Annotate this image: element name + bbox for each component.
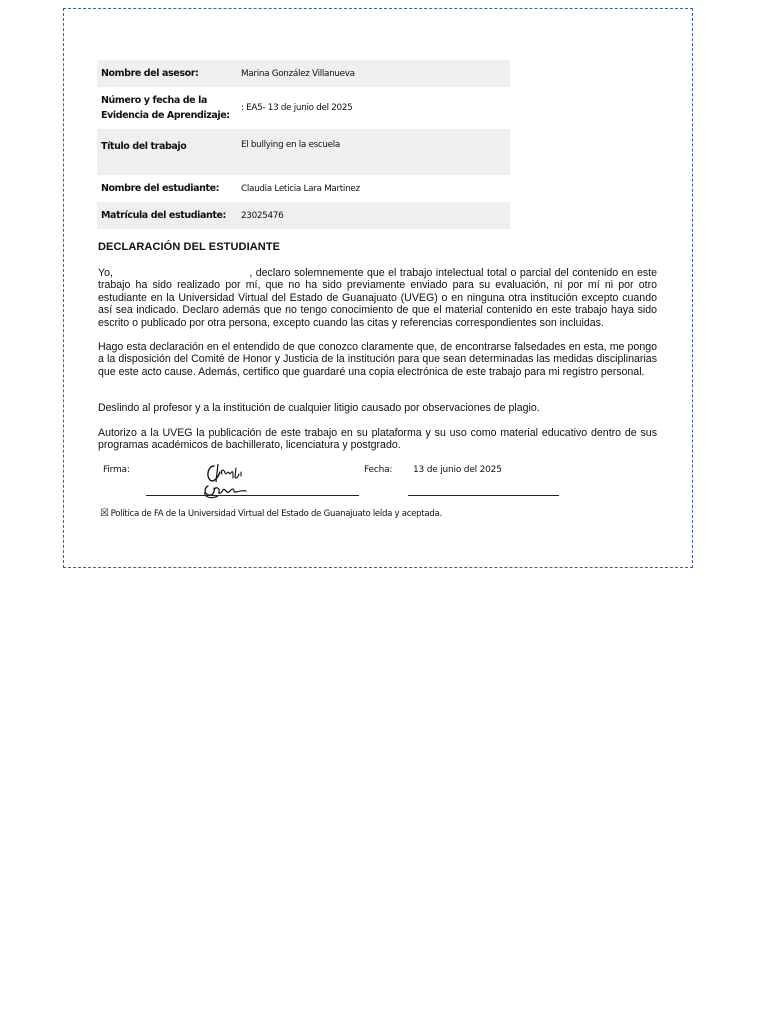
titulo-value: El bullying en la escuela bbox=[241, 140, 341, 150]
matricula-label: Matrícula del estudiante: bbox=[101, 210, 226, 221]
declaration-paragraph-1: Yo, , declaro solemnemente que el trabajo intelectual total o parcial del contenido en este trabajo ha sido realizado por mí, que no ha sido previamente enviado para su evaluación, ni por mí ni por otro estudiante en la Universidad Virtual del Estado de Guanajuato (UVEG) o en ninguna otra institución excepto cuando así sea indicado. Declaro además que no tengo conocimiento de que el material contenido en este trabajo haya sido escrito o publicado por otra persona, excepto cuando las citas y referencias correspondientes son incluidas. bbox=[98, 267, 657, 329]
declaration-title: DECLARACIÓN DEL ESTUDIANTE bbox=[98, 241, 281, 253]
titulo-row bbox=[97, 129, 510, 175]
evidencia-row bbox=[97, 87, 510, 129]
policy-acceptance bbox=[100, 509, 442, 519]
matricula-value: 23025476 bbox=[241, 210, 284, 221]
firma-label: Firma: bbox=[103, 465, 130, 475]
estudiante-value: Claudia Leticia Lara Martinez bbox=[241, 183, 360, 194]
asesor-row bbox=[97, 60, 510, 87]
fecha-label: Fecha: bbox=[364, 465, 393, 475]
evidencia-value: : EA5- 13 de junio del 2025 bbox=[241, 103, 353, 113]
declaration-paragraph-2: Hago esta declaración en el entendido de que conozco claramente que, de encontrarse falsedades en esta, me pongo a la disposición del Comité de Honor y Justicia de la institución para que sean determinadas las medidas disciplinarias que este acto cause. Además, certifico que guardaré una copia electrónica de este trabajo para mi registro personal. bbox=[98, 341, 657, 378]
declaration-paragraph-3: Deslindo al profesor y a la institución de cualquier litigio causado por observaciones de plagio. bbox=[98, 402, 540, 414]
asesor-value: Marina González Villanueva bbox=[241, 68, 355, 79]
estudiante-row bbox=[97, 175, 510, 202]
fecha-line bbox=[408, 495, 559, 496]
matricula-row bbox=[97, 202, 510, 229]
fecha-value: 13 de junio del 2025 bbox=[413, 465, 502, 475]
policy-text: Política de FA de la Universidad Virtual del Estado de Guanajuato leída y aceptada. bbox=[110, 509, 442, 519]
asesor-label: Nombre del asesor: bbox=[101, 68, 199, 79]
titulo-label: Título del trabajo bbox=[101, 141, 187, 152]
estudiante-label: Nombre del estudiante: bbox=[101, 183, 220, 194]
checked-checkbox-icon[interactable]: ☒ bbox=[100, 508, 109, 519]
firma-line bbox=[146, 495, 359, 496]
declaration-paragraph-4: Autorizo a la UVEG la publicación de este trabajo en su plataforma y su uso como material educativo dentro de sus programas académicos de bachillerato, licenciatura y postgrado. bbox=[98, 427, 657, 452]
evidencia-label: Número y fecha de la Evidencia de Aprendizaje: bbox=[101, 95, 230, 121]
info-table bbox=[97, 60, 510, 229]
handwritten-signature bbox=[200, 458, 256, 500]
